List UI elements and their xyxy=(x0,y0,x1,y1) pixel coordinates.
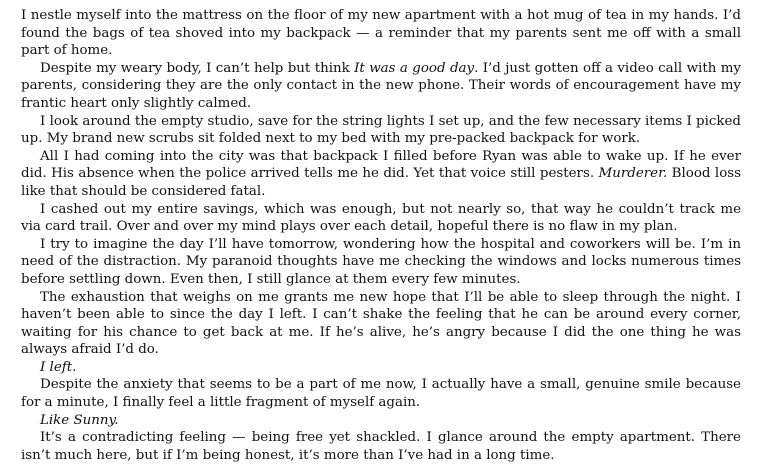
body-paragraph xyxy=(21,201,741,236)
body-paragraph xyxy=(21,412,741,430)
body-paragraph xyxy=(21,113,741,148)
body-paragraph xyxy=(21,376,741,411)
body-paragraph xyxy=(21,60,741,113)
body-paragraph xyxy=(21,359,741,377)
italic-text-run: I left. xyxy=(40,359,77,375)
text-run: I look around the empty studio, save for the string lights I set up, and the few necessary items I picked up. My brand new scrubs sit folded next to my bed with my pre-packed backpack for work. xyxy=(21,113,741,147)
text-run: Despite my weary body, I can’t help but think xyxy=(40,60,355,76)
text-run: The exhaustion that weighs on me grants me new hope that I’ll be able to sleep through the night. I haven’t been able to since the day I left. I can’t shake the feeling that he can be around every corner, waiting for his chance to get back at me. If he’s alive, he’s angry because I did the one thing he was always afraid I’d do. xyxy=(21,289,741,358)
text-run: All I had coming into the city was that backpack I filled before Ryan was able to wake up. If he ever did. His absence when the police arrived tells me he did. Yet that voice still pesters. xyxy=(21,148,741,182)
text-run: I cashed out my entire savings, which was enough, but not nearly so, that way he couldn’t track me via card trail. Over and over my mind plays over each detail, hopeful there is no flaw in my plan. xyxy=(21,201,741,235)
body-paragraph xyxy=(21,236,741,289)
text-run: I nestle myself into the mattress on the floor of my new apartment with a hot mug of tea in my hands. I’d found the bags of tea shoved into my backpack — a reminder that my parents sent me off with a small part of home. xyxy=(21,8,741,59)
italic-text-run: Murderer. xyxy=(598,166,668,182)
text-run: I try to imagine the day I’ll have tomorrow, wondering how the hospital and coworkers will be. I’m in need of the distraction. My paranoid thoughts have me checking the windows and locks numerous times before settling down. Even then, I still glance at them every few minutes. xyxy=(21,236,741,287)
text-run: It’s a contradicting feeling — being free yet shackled. I glance around the empty apartment. There isn’t much here, but if I’m being honest, it’s more than I’ve had in a long time. xyxy=(21,430,741,463)
body-paragraph xyxy=(21,429,741,464)
body-paragraph xyxy=(21,289,741,359)
text-run: . I’d just gotten off a video call with my parents, considering they are the only contact in the new phone. Their words of encouragement have my frantic heart only slightly calmed. xyxy=(21,60,741,111)
italic-text-run: Like Sunny. xyxy=(40,412,119,428)
body-paragraph xyxy=(21,7,741,60)
body-paragraph xyxy=(21,148,741,201)
text-run: Despite the anxiety that seems to be a part of me now, I actually have a small, genuine smile because for a minute, I finally feel a little fragment of myself again. xyxy=(21,377,741,411)
italic-text-run: It was a good day xyxy=(354,60,475,76)
text-run: Blood loss like that should be considered fatal. xyxy=(21,166,742,199)
